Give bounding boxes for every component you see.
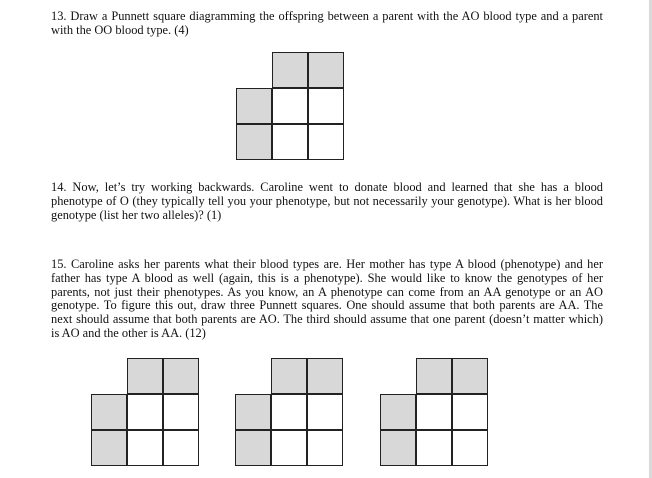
punnett-header-cell	[380, 430, 416, 466]
punnett-cell	[308, 124, 344, 160]
punnett-header-cell	[380, 394, 416, 430]
punnett-header-cell	[91, 430, 127, 466]
punnett-header-cell	[91, 394, 127, 430]
punnett-cell	[307, 394, 343, 430]
punnett-header-cell	[235, 394, 271, 430]
punnett-header-cell	[236, 88, 272, 124]
punnett-cell	[272, 88, 308, 124]
punnett-square-q15-c	[380, 358, 488, 466]
punnett-header-cell	[416, 358, 452, 394]
punnett-cell	[307, 430, 343, 466]
punnett-cell	[163, 430, 199, 466]
punnett-cell	[452, 430, 488, 466]
punnett-header-cell	[272, 52, 308, 88]
punnett-header-cell	[163, 358, 199, 394]
punnett-header-cell	[127, 358, 163, 394]
punnett-header-cell	[308, 52, 344, 88]
punnett-header-cell	[236, 124, 272, 160]
punnett-cell	[416, 430, 452, 466]
punnett-header-cell	[271, 358, 307, 394]
punnett-cell	[127, 394, 163, 430]
punnett-cell	[163, 394, 199, 430]
punnett-cell	[271, 394, 307, 430]
punnett-header-cell	[235, 430, 271, 466]
punnett-cell	[416, 394, 452, 430]
punnett-cell	[272, 124, 308, 160]
punnett-cell	[452, 394, 488, 430]
question-13: 13. Draw a Punnett square diagramming the offspring between a parent with the AO blood type and a parent with the OO blood type. (4)	[51, 9, 603, 37]
question-14: 14. Now, let’s try working backwards. Caroline went to donate blood and learned that she has a blood phenotype of O (they typically tell you your phenotype, but not necessarily your genotype). What is her blood genotype (list her two alleles)? (1)	[51, 180, 603, 222]
punnett-cell	[127, 430, 163, 466]
punnett-square-q15-a	[91, 358, 199, 466]
punnett-cell	[271, 430, 307, 466]
punnett-cell	[308, 88, 344, 124]
punnett-header-cell	[307, 358, 343, 394]
punnett-square-q13	[236, 52, 344, 160]
question-15: 15. Caroline asks her parents what their blood types are. Her mother has type A blood (phenotype) and her father has type A blood as well (again, this is a phenotype). She would like to know the genotypes of her parents, not just their phenotypes. As you know, an A phenotype can come from an AA genotype or an AO genotype. To figure this out, draw three Punnett squares. One should assume that both parents are AA. The next should assume that both parents are AO. The third should assume that one parent (doesn’t matter which) is AO and the other is AA. (12)	[51, 257, 603, 340]
punnett-square-q15-b	[235, 358, 343, 466]
punnett-header-cell	[452, 358, 488, 394]
